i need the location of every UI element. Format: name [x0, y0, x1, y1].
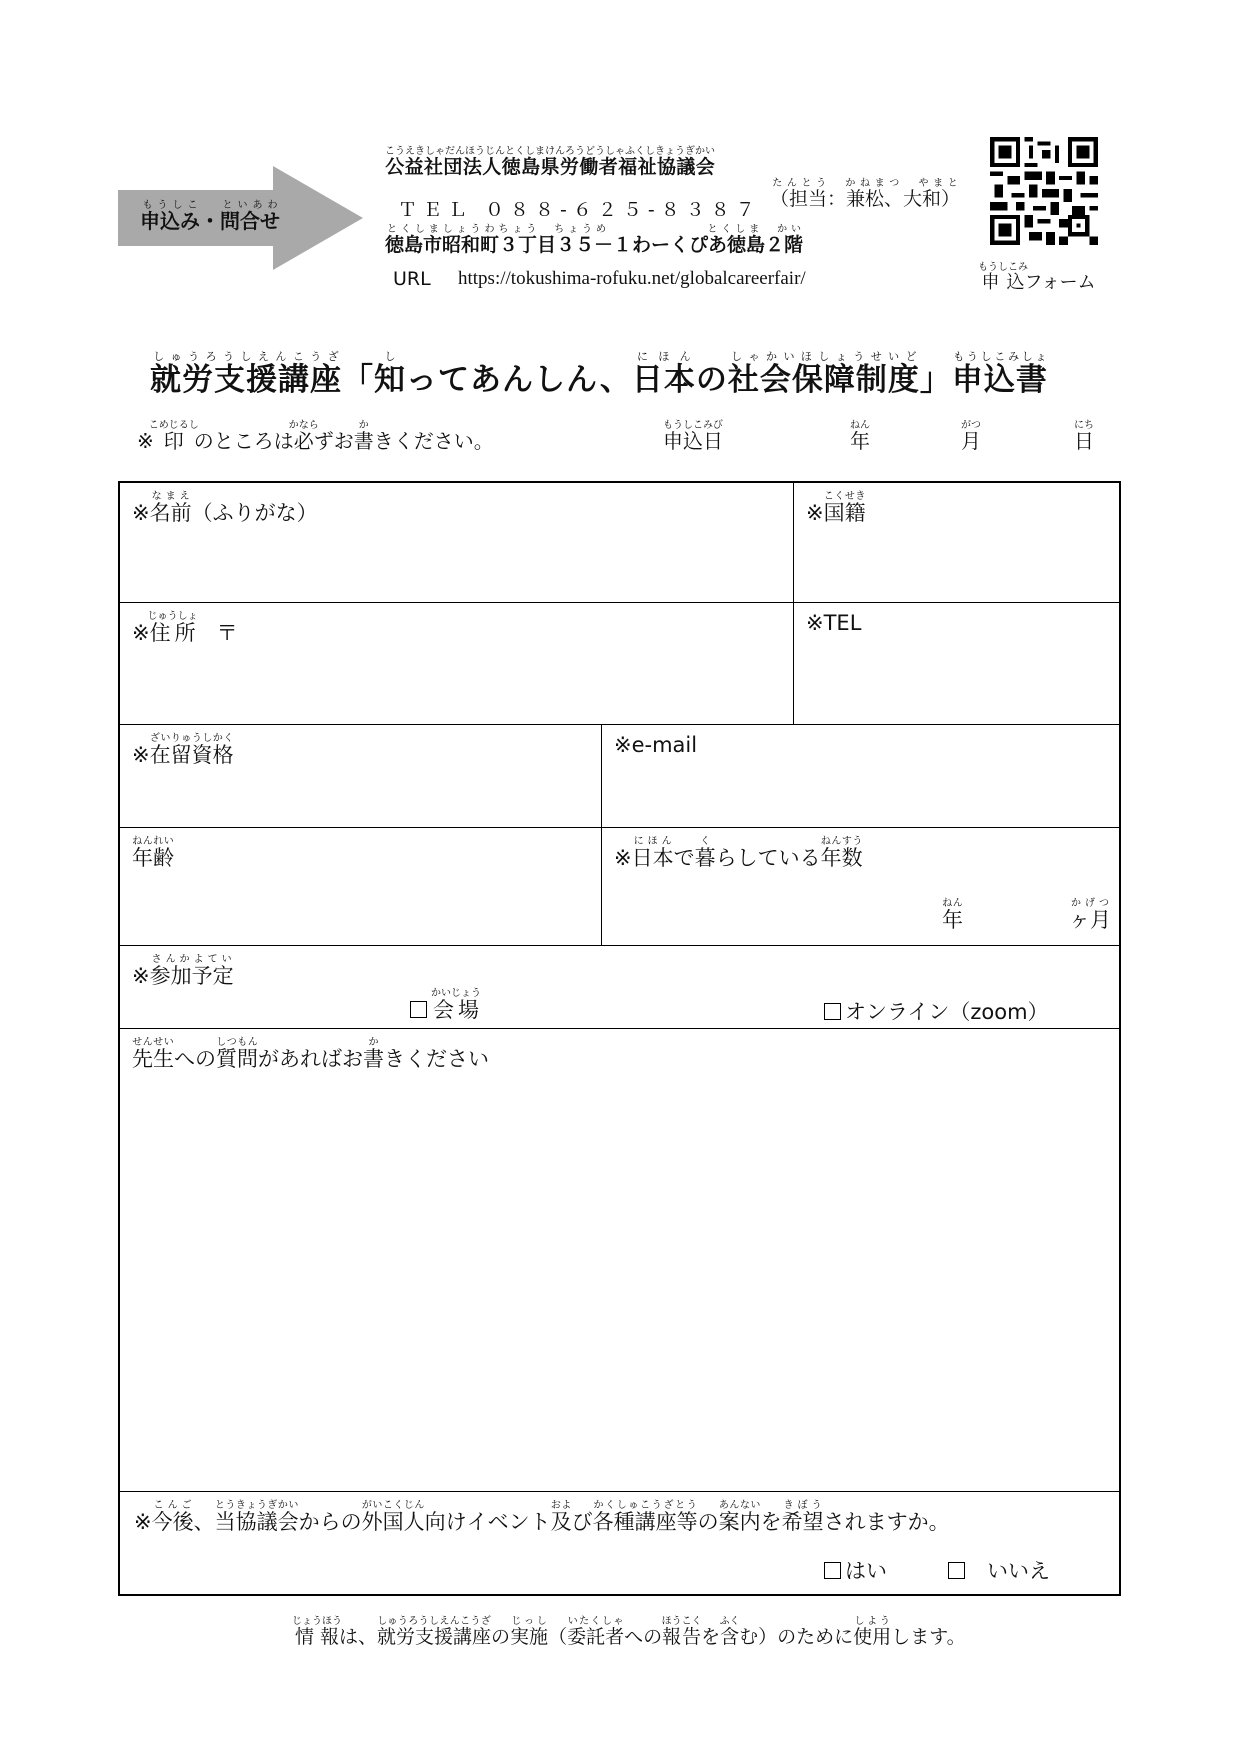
- address-label: ※住所じゅうしょ 〒: [132, 611, 238, 645]
- apply-contact-label: 申込みもうしこ・問合せといあわ: [140, 200, 280, 233]
- residence-status-label: ※在留資格ざいりゅうしかく: [132, 733, 234, 767]
- tel-label: ※TEL: [806, 611, 862, 635]
- nationality-field[interactable]: [793, 483, 1119, 602]
- consent-question: ※今後こんご、当協議会とうきょうぎかいからの外国人がいこくじん向けイベント及および各種講座等かくしゅこうざとうの案内あんないを希望きぼうされますか。: [134, 1500, 950, 1534]
- name-label: ※名前なまえ（ふりがな）: [132, 491, 318, 525]
- date-month: 月がつ: [961, 420, 981, 453]
- option-online[interactable]: [824, 996, 1049, 1026]
- page-title: 就労支援講座しゅうろうしえんこうざ「知しってあんしん、日本にほんの社会保障制度しゃかいほしょうせいど」申込書もうしこみしょ: [150, 350, 1048, 398]
- consent-yes[interactable]: [824, 1555, 887, 1585]
- date-day: 日にち: [1074, 420, 1094, 453]
- row-participation: [120, 946, 1119, 1029]
- date-label: 申込日もうしこみび: [663, 420, 723, 453]
- org-tel: ＴＥＬ ０８８-６２５-８３８７: [398, 199, 761, 221]
- participation-label: ※参加予定さんかよてい: [132, 954, 234, 988]
- years-in-japan-field[interactable]: [601, 828, 1119, 945]
- option-online-label: オンライン（zoom）: [845, 1000, 1049, 1024]
- row-consent: [120, 1492, 1119, 1598]
- org-name: 公益社団法人徳島県労働者福祉協議会こうえきしゃだんほうじんとくしまけんろうどうしゃふくしきょうぎかい: [385, 146, 715, 178]
- online-checkbox[interactable]: [824, 1003, 841, 1020]
- row-age: [120, 828, 1119, 946]
- row-name: [120, 483, 1119, 603]
- years-unit: 年ねん: [942, 898, 963, 932]
- questions-field[interactable]: [120, 1029, 1119, 1492]
- row-address: [120, 603, 1119, 725]
- nationality-label: ※国籍こくせき: [806, 491, 866, 525]
- url-label: URL: [393, 268, 431, 290]
- consent-no[interactable]: [948, 1555, 1050, 1585]
- age-label: 年齢ねんれい: [132, 836, 174, 870]
- org-url[interactable]: https://tokushima-rofuku.net/globalcareerfair/: [458, 268, 806, 289]
- tel-field[interactable]: [793, 603, 1119, 724]
- venue-checkbox[interactable]: [410, 1001, 427, 1018]
- no-checkbox[interactable]: [948, 1562, 965, 1579]
- privacy-note: 情報じょうほうは、就労支援講座しゅうろうしえんこうざの実施じっし（委託者いたくしゃへの報告ほうこくを含ふくむ）のために使用しようします。: [292, 1616, 966, 1648]
- option-venue[interactable]: 会場かいじょう: [410, 988, 481, 1024]
- org-address: 徳島市昭和町３丁目３５－１わーくぴあ徳島２階とくしましょうわちょう ちょうめ とくしま かい: [385, 224, 804, 256]
- yes-label: はい: [845, 1559, 887, 1583]
- qr-code-icon[interactable]: [990, 137, 1098, 245]
- questions-label: 先生せんせいへの質問しつもんがあればお書かきください: [132, 1037, 489, 1071]
- form-label: 申込もうしこみフォーム: [978, 262, 1096, 293]
- no-label: いいえ: [987, 1559, 1050, 1583]
- row-residence: [120, 725, 1119, 828]
- residence-status-field[interactable]: [120, 725, 601, 827]
- application-form: [118, 481, 1121, 1596]
- yes-checkbox[interactable]: [824, 1562, 841, 1579]
- address-field[interactable]: [120, 603, 793, 724]
- apply-contact-text: 問合せ: [220, 209, 280, 233]
- date-year: 年ねん: [850, 420, 870, 453]
- email-label: ※e-mail: [614, 733, 698, 757]
- org-contact-person: （担当：兼松、大和）たんとう かねまつ やまと: [770, 178, 961, 210]
- age-field[interactable]: [120, 828, 601, 945]
- name-field[interactable]: [120, 483, 793, 602]
- required-note: ※印こめじるしのところは必かならずお書かきください。: [137, 420, 494, 453]
- months-unit: ヶ月かげつ: [1069, 898, 1111, 932]
- years-in-japan-label: ※日本にほんで暮くらしている年数ねんすう: [614, 836, 863, 870]
- email-field[interactable]: [601, 725, 1119, 827]
